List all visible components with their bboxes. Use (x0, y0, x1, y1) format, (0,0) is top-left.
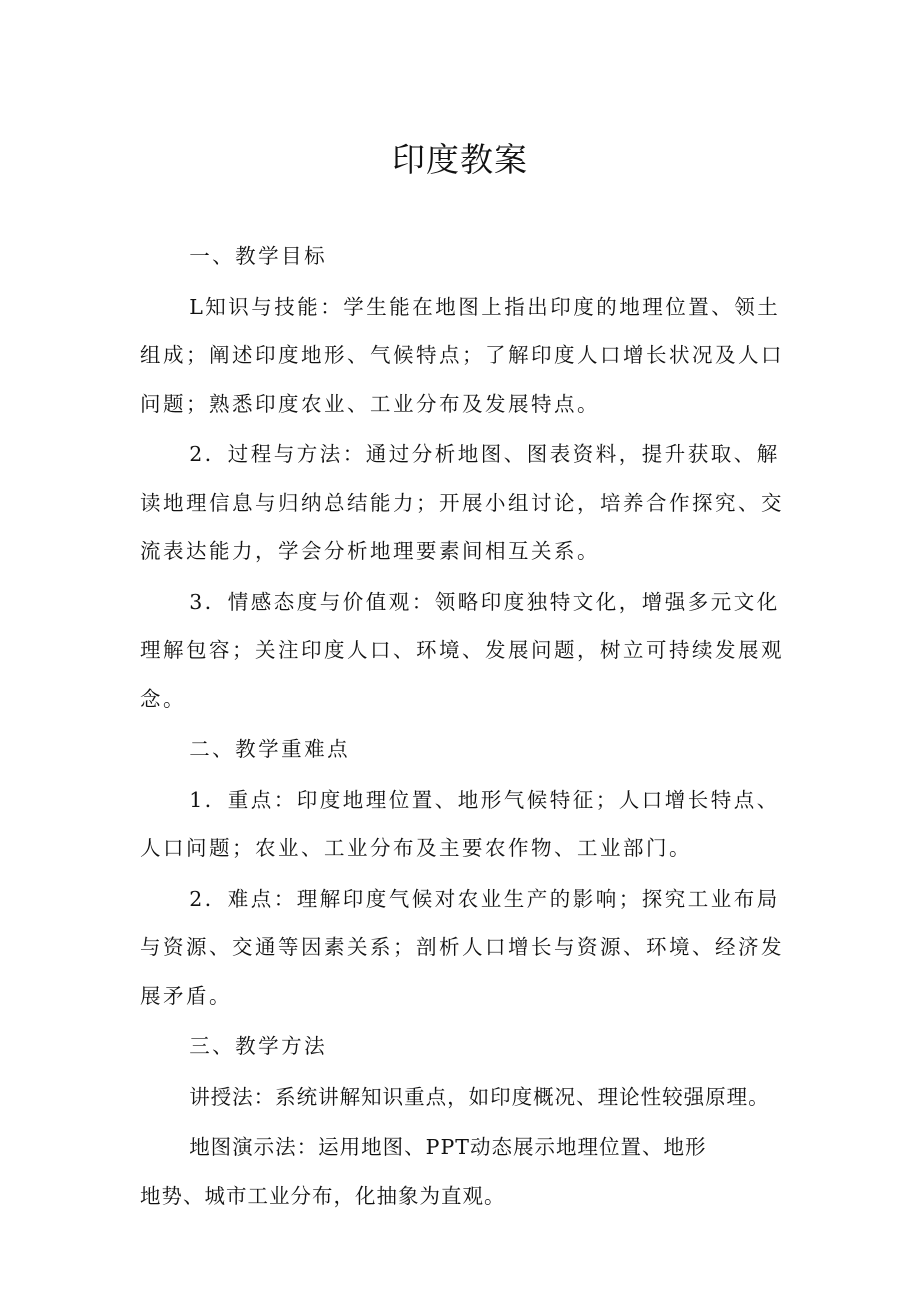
document-title: 印度教案 (392, 140, 528, 179)
section-heading-key-difficult-points: 二、教学重难点 (189, 737, 351, 761)
paragraph-knowledge-skills: L知识与技能：学生能在地图上指出印度的地理位置、领土组成；阐述印度地形、气候特点；了解印度人口增长状况及人口问题；熟悉印度农业、工业分布及发展特点。 (140, 294, 784, 416)
paragraph-difficult-points: 2．难点：理解印度气候对农业生产的影响；探究工业布局与资源、交通等因素关系；剖析人口增长与资源、环境、经济发展矛盾。 (140, 886, 784, 1008)
paragraph-process-methods: 2．过程与方法：通过分析地图、图表资料，提升获取、解读地理信息与归纳总结能力；开展小组讨论，培养合作探究、交流表达能力，学会分析地理要素间相互关系。 (140, 442, 784, 563)
document-body (140, 232, 790, 1220)
paragraph-key-points: 1．重点：印度地理位置、地形气候特征；人口增长特点、人口问题；农业、工业分布及主要农作物、工业部门。 (140, 787, 780, 860)
paragraph-map-demo-method (140, 1123, 790, 1220)
map-demo-line-2: 地势、城市工业分布，化抽象为直观。 (140, 1183, 506, 1208)
paragraph-emotion-values: 3．情感态度与价值观：领略印度独特文化，增强多元文化理解包容；关注印度人口、环境、发展问题，树立可持续发展观念。 (140, 589, 784, 711)
map-demo-line-1: 地图演示法：运用地图、PPT动态展示地理位置、地形 (189, 1135, 707, 1159)
paragraph-lecture-method: 讲授法：系统讲解知识重点，如印度概况、理论性较强原理。 (189, 1084, 770, 1109)
section-heading-teaching-methods: 三、教学方法 (189, 1034, 328, 1058)
section-heading-teaching-goals: 一、教学目标 (189, 244, 328, 268)
